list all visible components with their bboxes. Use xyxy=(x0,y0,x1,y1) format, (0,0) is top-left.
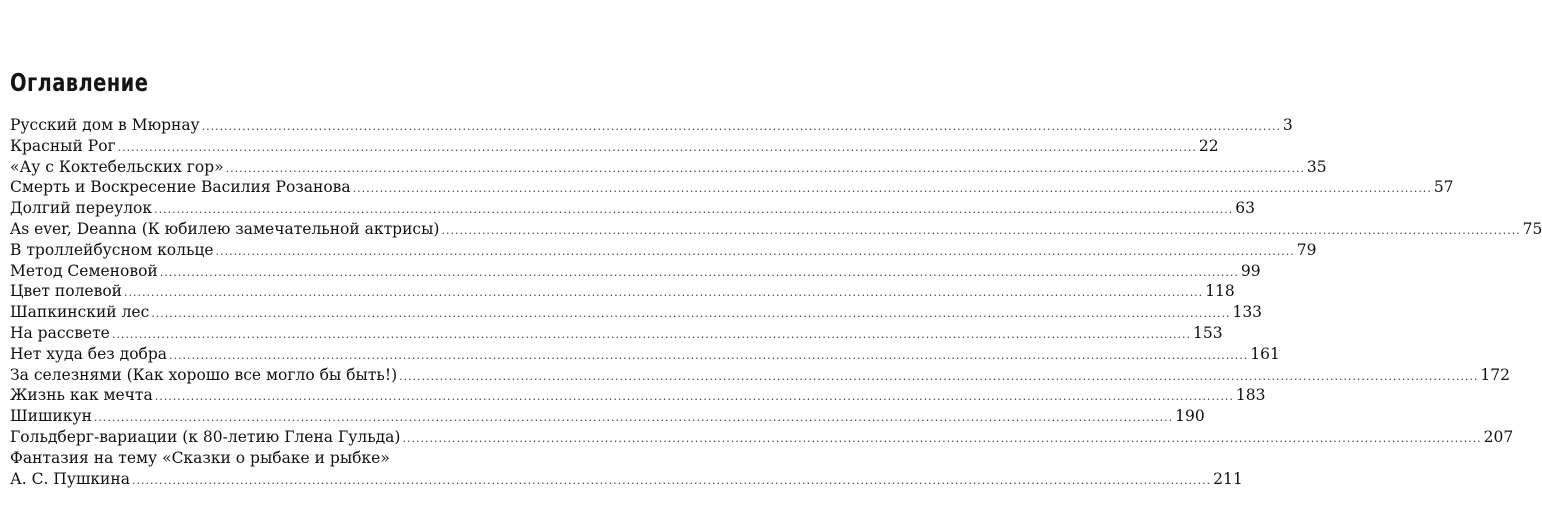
toc-entry xyxy=(10,198,1255,219)
toc-entry xyxy=(10,177,1454,198)
toc-dot-leader xyxy=(94,408,1173,429)
toc-page-number: 207 xyxy=(1483,427,1514,446)
toc-dot-leader xyxy=(160,263,1239,284)
toc-entry-title: Смерть и Воскресение Василия Розанова xyxy=(10,178,351,197)
toc-entry xyxy=(10,261,1261,282)
toc-entry-title: Долгий переулок xyxy=(10,199,153,218)
toc-entry-title: За селезнями (Как хорошо все могло бы быть!) xyxy=(10,365,398,384)
toc-page-number: 75 xyxy=(1522,219,1542,238)
toc-entry xyxy=(10,365,1510,386)
toc-page-number: 161 xyxy=(1250,344,1280,363)
toc-page-number: 35 xyxy=(1306,157,1327,176)
toc-page-number: 79 xyxy=(1296,240,1317,259)
toc-page-number: 3 xyxy=(1282,116,1293,134)
toc-entry xyxy=(10,385,1266,406)
toc-dot-leader xyxy=(441,221,1520,242)
toc-entry-title: Метод Семеновой xyxy=(10,261,158,280)
toc-entry-title: Шапкинский лес xyxy=(10,303,150,322)
toc-dot-leader xyxy=(155,387,1234,408)
toc-entry xyxy=(10,427,1514,448)
toc-page-number: 63 xyxy=(1235,199,1255,218)
toc-page-number: 57 xyxy=(1433,178,1454,197)
toc-page-number: 153 xyxy=(1193,323,1223,342)
toc-entry xyxy=(10,406,1205,427)
toc-entry xyxy=(10,344,1280,365)
toc-page-number: 183 xyxy=(1235,386,1266,405)
toc-entry-continuation xyxy=(10,469,1243,490)
toc-entry xyxy=(10,115,1293,136)
toc-dot-leader xyxy=(124,283,1203,304)
toc-page-number: 133 xyxy=(1232,303,1263,322)
toc-dot-leader xyxy=(169,346,1248,367)
toc-entry-title-continued: А. С. Пушкина xyxy=(10,469,130,488)
toc-page-number: 211 xyxy=(1213,469,1243,488)
toc-entry-title: Фантазия на тему «Сказки о рыбаке и рыбке» xyxy=(10,448,390,467)
toc-entry-title: As ever, Deanna (К юбилею замечательной актрисы) xyxy=(10,219,440,238)
toc-page-number: 172 xyxy=(1480,365,1510,384)
toc-entry-title: На рассвете xyxy=(10,323,110,342)
toc-page-number: 190 xyxy=(1175,407,1205,426)
toc-entry xyxy=(10,323,1223,344)
toc-dot-leader xyxy=(226,159,1305,180)
toc-dot-leader xyxy=(151,304,1230,325)
toc-entry-title: Жизнь как мечта xyxy=(10,386,153,405)
toc-dot-leader xyxy=(132,471,1211,492)
toc-entry-title: Шишикун xyxy=(10,407,92,426)
toc-dot-leader xyxy=(112,325,1191,346)
toc-entry-title: Цвет полевой xyxy=(10,282,122,301)
toc-page-number: 118 xyxy=(1205,282,1235,301)
toc-entry xyxy=(10,302,1263,323)
toc-entry-title: «Ау с Коктебельских гор» xyxy=(10,157,224,176)
toc-list xyxy=(10,115,1542,489)
toc-entry xyxy=(10,219,1542,240)
toc-entry xyxy=(10,281,1235,302)
toc-dot-leader xyxy=(353,179,1432,200)
toc-dot-leader xyxy=(202,117,1281,138)
toc-entry-title: Нет худа без добра xyxy=(10,344,168,363)
toc-dot-leader xyxy=(118,138,1197,159)
toc-dot-leader xyxy=(154,200,1233,221)
toc-dot-leader xyxy=(216,242,1295,263)
toc-heading: Оглавление xyxy=(10,68,149,97)
toc-entry-title: В троллейбусном кольце xyxy=(10,240,214,259)
toc-entry xyxy=(10,136,1219,157)
toc-page-number: 99 xyxy=(1240,261,1261,280)
toc-entry-title: Красный Рог xyxy=(10,136,116,155)
toc-entry xyxy=(10,157,1327,178)
toc-dot-leader xyxy=(402,429,1481,450)
toc-entry-title: Русский дом в Мюрнау xyxy=(10,116,200,134)
toc-entry-first-line xyxy=(10,448,604,469)
toc-entry-title: Гольдберг-вариации (к 80-летию Глена Гульда) xyxy=(10,427,401,446)
toc-page-number: 22 xyxy=(1198,136,1219,155)
toc-entry xyxy=(10,240,1317,261)
toc-dot-leader xyxy=(399,367,1478,388)
